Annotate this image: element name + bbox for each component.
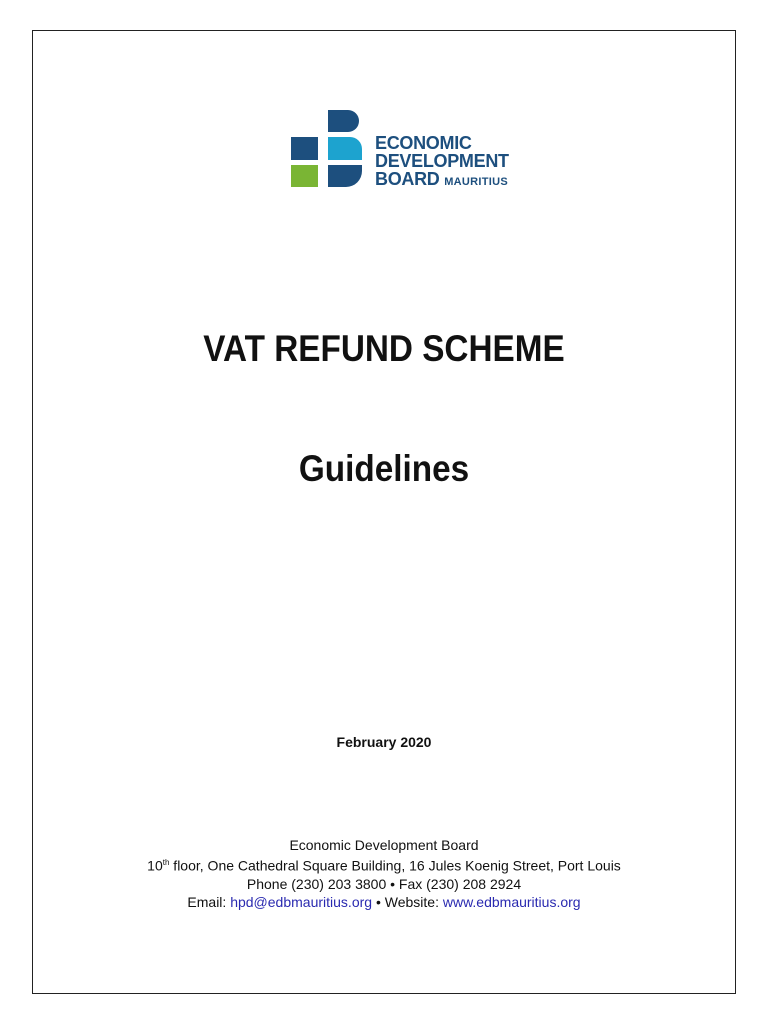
document-title: VAT REFUND SCHEME xyxy=(203,328,565,369)
address-text: floor, One Cathedral Square Building, 16 Jules Koenig Street, Port Louis xyxy=(169,857,621,874)
footer-phone: Phone (230) 203 3800 • Fax (230) 208 2924 xyxy=(246,875,522,892)
website-link[interactable]: www.edbmauritius.org xyxy=(442,893,581,910)
footer-org: Economic Development Board xyxy=(289,837,479,853)
logo-line-1: ECONOMIC xyxy=(375,133,472,153)
logo-b-bottom xyxy=(328,165,362,187)
footer-address xyxy=(0,854,768,875)
edb-logo xyxy=(290,108,520,190)
website-label: • Website: xyxy=(372,893,443,910)
logo-line-3: BOARD xyxy=(375,169,440,189)
logo-b-middle xyxy=(328,137,362,160)
address-sup: th xyxy=(162,858,170,867)
address-number: 10 xyxy=(147,857,163,874)
logo-text xyxy=(375,134,509,191)
email-link[interactable]: hpd@edbmauritius.org xyxy=(230,893,373,910)
logo-square-green xyxy=(291,165,318,187)
contact-footer xyxy=(0,836,768,911)
document-date: February 2020 xyxy=(336,734,432,750)
logo-b-top xyxy=(328,110,359,132)
logo-line-2: DEVELOPMENT xyxy=(375,151,509,171)
document-subtitle: Guidelines xyxy=(298,448,470,489)
email-label: Email: xyxy=(187,893,231,910)
logo-square-dark xyxy=(291,137,318,160)
logo-mauritius: MAURITIUS xyxy=(444,176,509,188)
footer-contact xyxy=(0,893,768,911)
